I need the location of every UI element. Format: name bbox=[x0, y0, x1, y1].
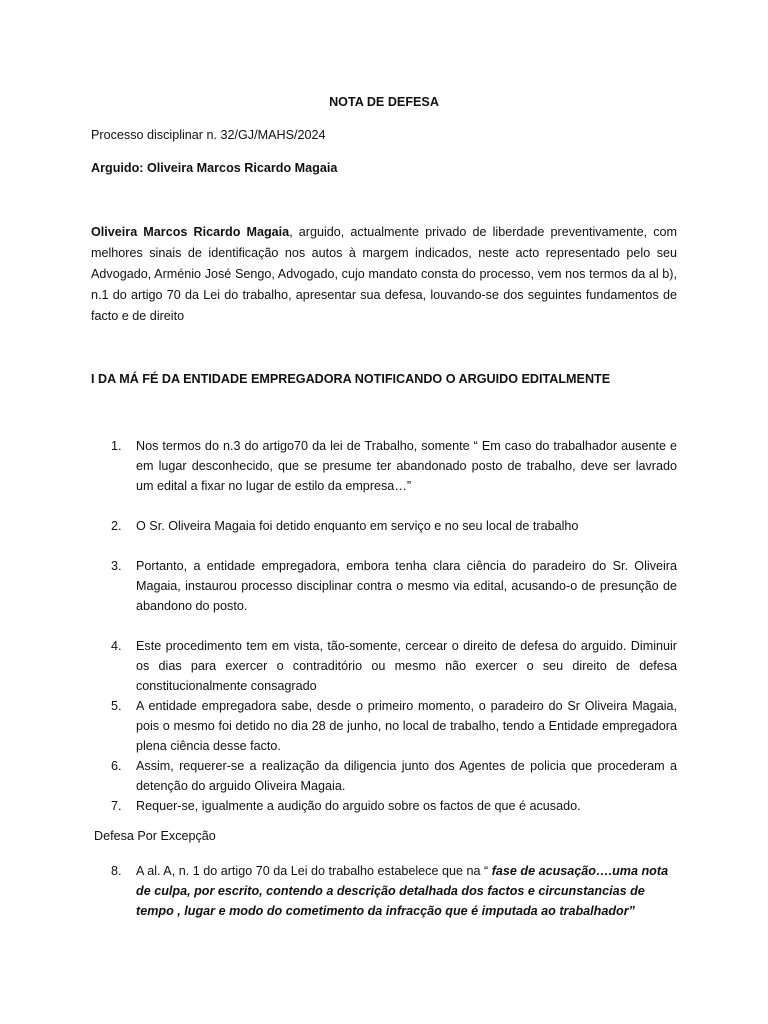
intro-text: , arguido, actualmente privado de liberdade preventivamente, com melhores sinais de identificação nos autos à margem indicados, neste acto representado pelo seu Advogado, Arménio José Sengo, Advogado, cujo mandato consta do processo, vem nos termos da al b), n.1 do artigo 70 da Lei do trabalho, apresentar sua defesa, louvando-se dos seguintes fundamentos de facto e de direito bbox=[91, 225, 677, 323]
list-item-number: 5. bbox=[111, 699, 122, 713]
section-heading-1: I DA MÁ FÉ DA ENTIDADE EMPREGADORA NOTIFICANDO O ARGUIDO EDITALMENTE bbox=[91, 372, 611, 386]
document-title: NOTA DE DEFESA bbox=[329, 95, 439, 109]
list-item-number: 4. bbox=[111, 639, 122, 653]
intro-paragraph bbox=[91, 222, 677, 327]
list-item-number: 2. bbox=[111, 519, 122, 533]
item8-lead: A al. A, n. 1 do artigo 70 da Lei do trabalho estabelece que na “ bbox=[136, 864, 492, 878]
list-item-number: 1. bbox=[111, 439, 122, 453]
list-item-text: Requer-se, igualmente a audição do arguido sobre os factos de que é acusado. bbox=[136, 799, 581, 813]
process-number: Processo disciplinar n. 32/GJ/MAHS/2024 bbox=[91, 128, 326, 142]
list-item-text: Assim, requerer-se a realização da diligencia junto dos Agentes de policia que procederam a detenção do arguido Oliveira Magaia. bbox=[136, 759, 677, 793]
list-item-text: Este procedimento tem em vista, tão-somente, cercear o direito de defesa do arguido. Diminuir os dias para exercer o contraditório ou mesmo não exercer o seu direito de defesa constitucionalmente consagrado bbox=[136, 639, 677, 693]
list-item-text: Portanto, a entidade empregadora, embora tenha clara ciência do paradeiro do Sr. Oliveira Magaia, instaurou processo disciplinar contra o mesmo via edital, acusando-o de presunção de abandono do posto. bbox=[136, 559, 677, 613]
list-item-text bbox=[136, 861, 677, 921]
defendant-line: Arguido: Oliveira Marcos Ricardo Magaia bbox=[91, 161, 338, 175]
intro-name: Oliveira Marcos Ricardo Magaia bbox=[91, 225, 290, 239]
list-item-number: 8. bbox=[111, 864, 122, 878]
list-item-text: O Sr. Oliveira Magaia foi detido enquanto em serviço e no seu local de trabalho bbox=[136, 519, 579, 533]
item8-quote: fase de acusação….uma nota de culpa, por escrito, contendo a descrição detalhada dos factos e circunstancias de tempo , lugar e modo do cometimento da infracção que é imputada ao trabalhador bbox=[136, 864, 669, 918]
section-heading-2: Defesa Por Excepção bbox=[94, 829, 216, 843]
list-item-text: Nos termos do n.3 do artigo70 da lei de Trabalho, somente “ Em caso do trabalhador ausente e em lugar desconhecido, que se presume ter abandonado posto de trabalho, deve ser lavrado um edital a fixar no lugar de estilo da empresa…” bbox=[136, 439, 677, 493]
list-item-text: A entidade empregadora sabe, desde o primeiro momento, o paradeiro do Sr Oliveira Magaia, pois o mesmo foi detido no dia 28 de junho, no local de trabalho, tendo a Entidade empregadora plena ciência desse facto. bbox=[136, 699, 677, 753]
item8-tail: ” bbox=[628, 904, 635, 918]
list-item-number: 6. bbox=[111, 759, 122, 773]
list-item-number: 7. bbox=[111, 799, 122, 813]
list-item-number: 3. bbox=[111, 559, 122, 573]
